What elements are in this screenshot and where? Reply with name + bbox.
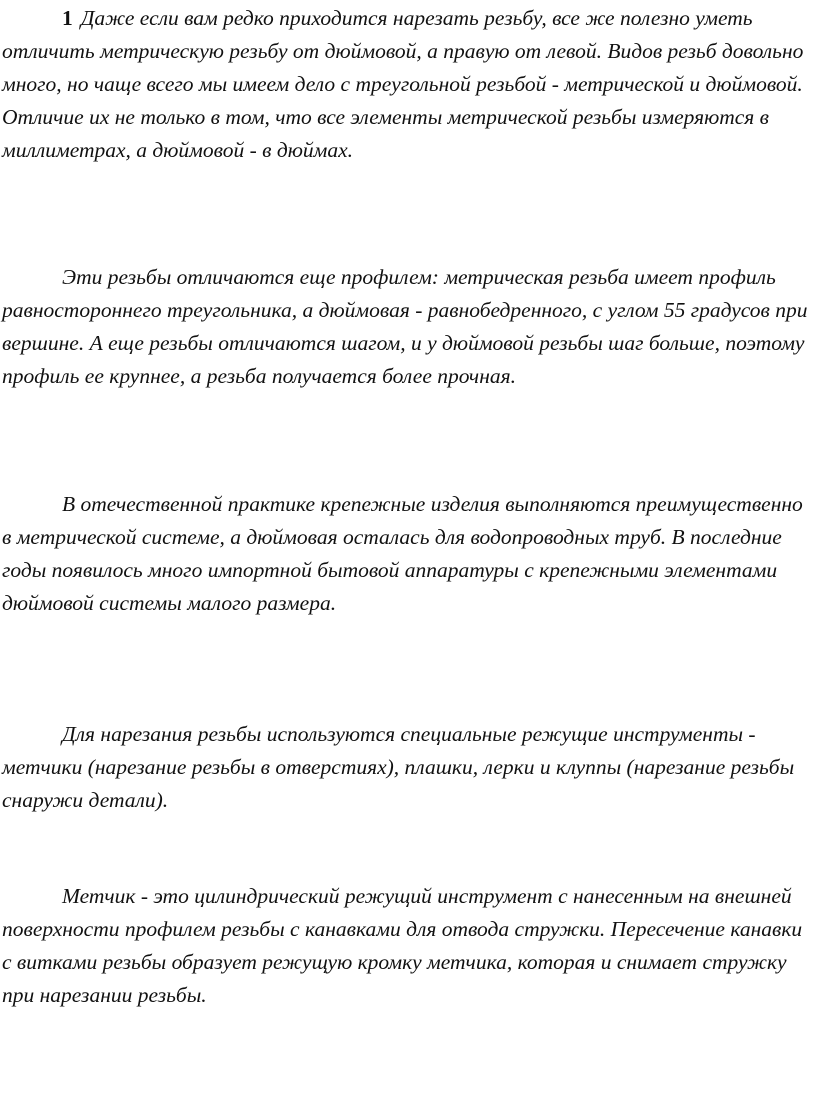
paragraph-3 (2, 488, 810, 620)
paragraph-1 (2, 2, 810, 167)
paragraph-2 (2, 261, 810, 393)
paragraph-5-text: Метчик - это цилиндрический режущий инструмент с нанесенным на внешней поверхности профилем резьбы с канавками для отвода стружки. Пересечение канавки с витками резьбы образует режущую кромку метчика, которая и снимает стружку при нарезании резьбы. (2, 884, 803, 1007)
paragraph-4 (2, 718, 810, 817)
paragraph-number: 1 (62, 6, 73, 30)
paragraph-2-text: Эти резьбы отличаются еще профилем: метрическая резьба имеет профиль равностороннего треугольника, а дюймовая - равнобедренного, с углом 55 градусов при вершине. А еще резьбы отличаются шагом, и у дюймовой резьбы шаг больше, поэтому профиль ее крупнее, а резьба получается более прочная. (2, 265, 808, 388)
paragraph-5 (2, 880, 810, 1012)
paragraph-1-text: Даже если вам редко приходится нарезать резьбу, все же полезно уметь отличить метрическую резьбу от дюймовой, а правую от левой. Видов резьб довольно много, но чаще всего мы имеем дело с треугольной резьбой - метрической и дюймовой. Отличие их не только в том, что все элементы метрической резьбы измеряются в миллиметрах, а дюймовой - в дюймах. (2, 6, 804, 162)
paragraph-3-text: В отечественной практике крепежные изделия выполняются преимущественно в метрической системе, а дюймовая осталась для водопроводных труб. В последние годы появилось много импортной бытовой аппаратуры с крепежными элементами дюймовой системы малого размера. (2, 492, 803, 615)
paragraph-4-text: Для нарезания резьбы используются специальные режущие инструменты - метчики (нарезание резьбы в отверстиях), плашки, лерки и клуппы (нарезание резьбы снаружи детали). (2, 722, 795, 812)
